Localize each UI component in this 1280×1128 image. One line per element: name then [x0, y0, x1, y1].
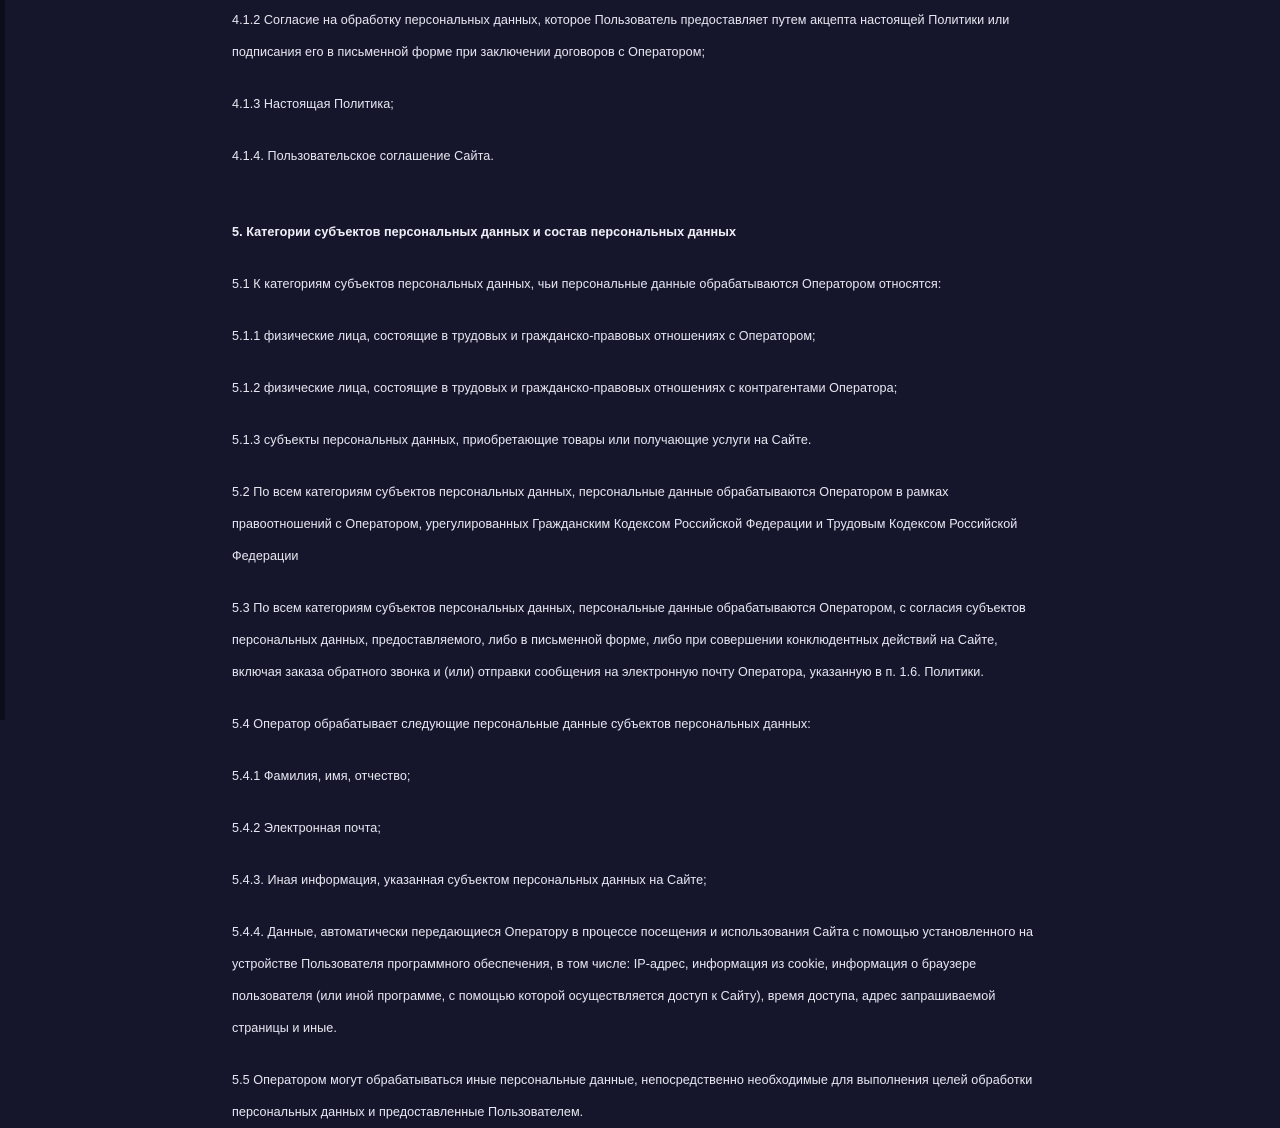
paragraph-4-1-4: 4.1.4. Пользовательское соглашение Сайта.	[232, 149, 494, 163]
spacer	[232, 404, 1038, 424]
paragraph-5-1-3: 5.1.3 субъекты персональных данных, приобретающие товары или получающие услуги на Сайте.	[232, 433, 812, 447]
paragraph-5-4-1: 5.4.1 Фамилия, имя, отчество;	[232, 769, 411, 783]
paragraph-5-5: 5.5 Оператором могут обрабатываться иные персональные данные, непосредственно необходимые для выполнения целей обработки персональных данных и предоставленные Пользователем.	[232, 1073, 1033, 1119]
paragraph-5-1-2: 5.1.2 физические лица, состоящие в трудовых и гражданско-правовых отношениях с контрагентами Оператора;	[232, 381, 898, 395]
spacer	[232, 248, 1038, 268]
spacer	[232, 688, 1038, 708]
paragraph-5-4-2: 5.4.2 Электронная почта;	[232, 821, 381, 835]
spacer	[232, 1044, 1038, 1064]
spacer	[232, 896, 1038, 916]
paragraph-5-1-1: 5.1.1 физические лица, состоящие в трудовых и гражданско-правовых отношениях с Оператором;	[232, 329, 816, 343]
spacer	[232, 68, 1038, 88]
paragraph-5-1: 5.1 К категориям субъектов персональных данных, чьи персональные данные обрабатываются Оператором относятся:	[232, 277, 942, 291]
left-edge-strip	[0, 0, 5, 720]
privacy-policy-document	[232, 0, 1038, 1128]
paragraph-4-1-3: 4.1.3 Настоящая Политика;	[232, 97, 394, 111]
paragraph-5-4-3: 5.4.3. Иная информация, указанная субъектом персональных данных на Сайте;	[232, 873, 707, 887]
paragraph-5-4-4: 5.4.4. Данные, автоматически передающиеся Оператору в процессе посещения и использования Сайта с помощью установленного на устройстве Пользователя программного обеспечения, в том числе: IP-адрес, информация из cookie, информация о браузере пользователя (или иной программе, с помощью которой осуществляется доступ к Сайту), время доступа, адрес запрашиваемой страницы и иные.	[232, 925, 1034, 1035]
spacer	[232, 120, 1038, 140]
spacer	[232, 740, 1038, 760]
spacer	[232, 300, 1038, 320]
paragraph-5-4: 5.4 Оператор обрабатывает следующие персональные данные субъектов персональных данных:	[232, 717, 811, 731]
paragraph-5-2: 5.2 По всем категориям субъектов персональных данных, персональные данные обрабатываются Оператором в рамках правоотношений с Оператором, урегулированных Гражданским Кодексом Российской Федерации и Трудовым Кодексом Российской Федерации	[232, 485, 1018, 563]
spacer	[232, 844, 1038, 864]
heading-section-5: 5. Категории субъектов персональных данных и состав персональных данных	[232, 225, 737, 239]
spacer	[232, 352, 1038, 372]
spacer	[232, 456, 1038, 476]
spacer	[232, 792, 1038, 812]
paragraph-4-1-2: 4.1.2 Согласие на обработку персональных данных, которое Пользователь предоставляет путем акцепта настоящей Политики или подписания его в письменной форме при заключении договоров с Оператором;	[232, 13, 1010, 59]
section-spacer	[232, 172, 1038, 216]
paragraph-5-3: 5.3 По всем категориям субъектов персональных данных, персональные данные обрабатываются Оператором, с согласия субъектов персональных данных, предоставляемого, либо в письменной форме, либо при совершении конклюдентных действий на Сайте, включая заказа обратного звонка и (или) отправки сообщения на электронную почту Оператора, указанную в п. 1.6. Политики.	[232, 601, 1026, 679]
spacer	[232, 572, 1038, 592]
